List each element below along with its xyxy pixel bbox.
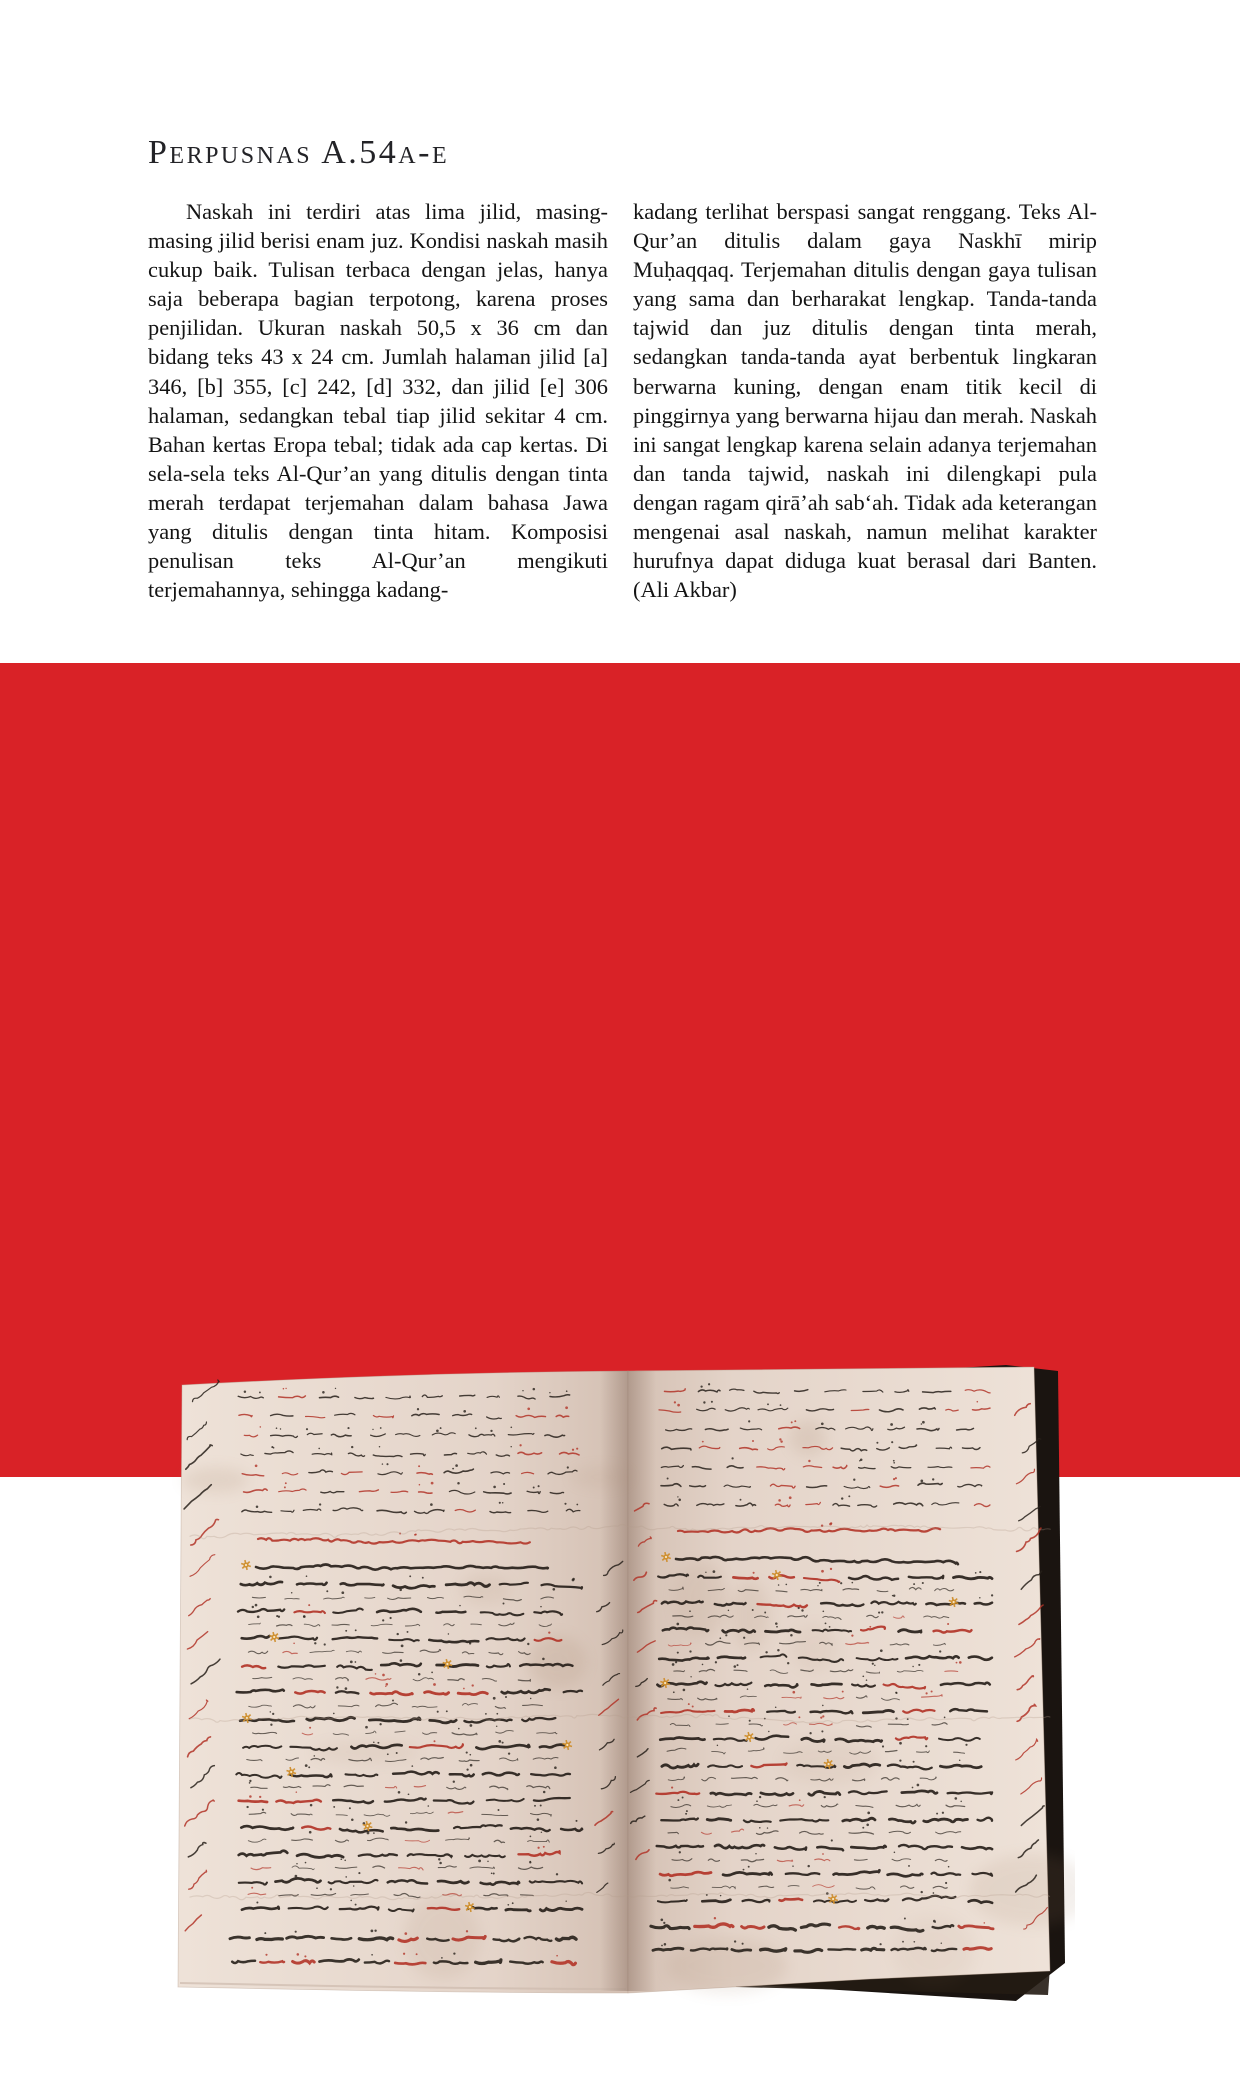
page-footer (147, 2051, 351, 2094)
paragraph-right: kadang terlihat berspasi sangat renggang. Teks Al-Qur’an ditulis dalam gaya Naskhī mirip Muḥaqqaq. Terjemahan ditulis dengan gaya tulisan yang sama dan berharakat lengkap. Tanda-tanda tajwid dan juz ditulis dengan tinta merah, sedangkan tanda-tanda ayat berbentuk lingkaran berwarna kuning, dengan enam titik kecil di pinggirnya yang berwarna hijau dan merah. Naskah ini sangat lengkap karena selain adanya terjemahan dan tanda tajwid, naskah ini dilengkapi pula dengan ragam qirā’ah sab‘ah. Tidak ada keterangan mengenai asal naskah, namun melihat karakter hurufnya dapat diduga kuat berasal dari Banten. (Ali Akbar) (633, 199, 1097, 603)
paragraph-left: Naskah ini terdiri atas lima jilid, masing-masing jilid berisi enam juz. Kondisi naskah masih cukup baik. Tulisan terbaca dengan jelas, hanya saja beberapa bagian terpotong, karena proses penjilidan. Ukuran naskah 50,5 x 36 cm dan bidang teks 43 x 24 cm. Jumlah halaman jilid [a] 346, [b] 355, [c] 242, [d] 332, dan jilid [e] 306 halaman, sedangkan tebal tiap jilid sekitar 4 cm. Bahan kertas Eropa tebal; tidak ada cap kertas. Di sela-sela teks Al-Qur’an yang ditulis dengan tinta merah terdapat terjemahan dalam bahasa Jawa yang ditulis dengan tinta hitam. Komposisi penulisan teks Al-Qur’an mengikuti terjemahannya, sehingga kadang- (148, 199, 608, 603)
manuscript-illustration (170, 1363, 1075, 2008)
page-title: Perpusnas A.54a-e (148, 134, 450, 171)
red-band (0, 663, 1240, 2094)
page-number: 14 (147, 2061, 177, 2092)
body-text-column-right (633, 197, 1097, 604)
manuscript-photo (170, 1363, 1075, 2008)
footer-separator (190, 2058, 191, 2088)
footer-city: Jakarta (202, 2051, 351, 2094)
body-text-column-left (148, 197, 608, 604)
